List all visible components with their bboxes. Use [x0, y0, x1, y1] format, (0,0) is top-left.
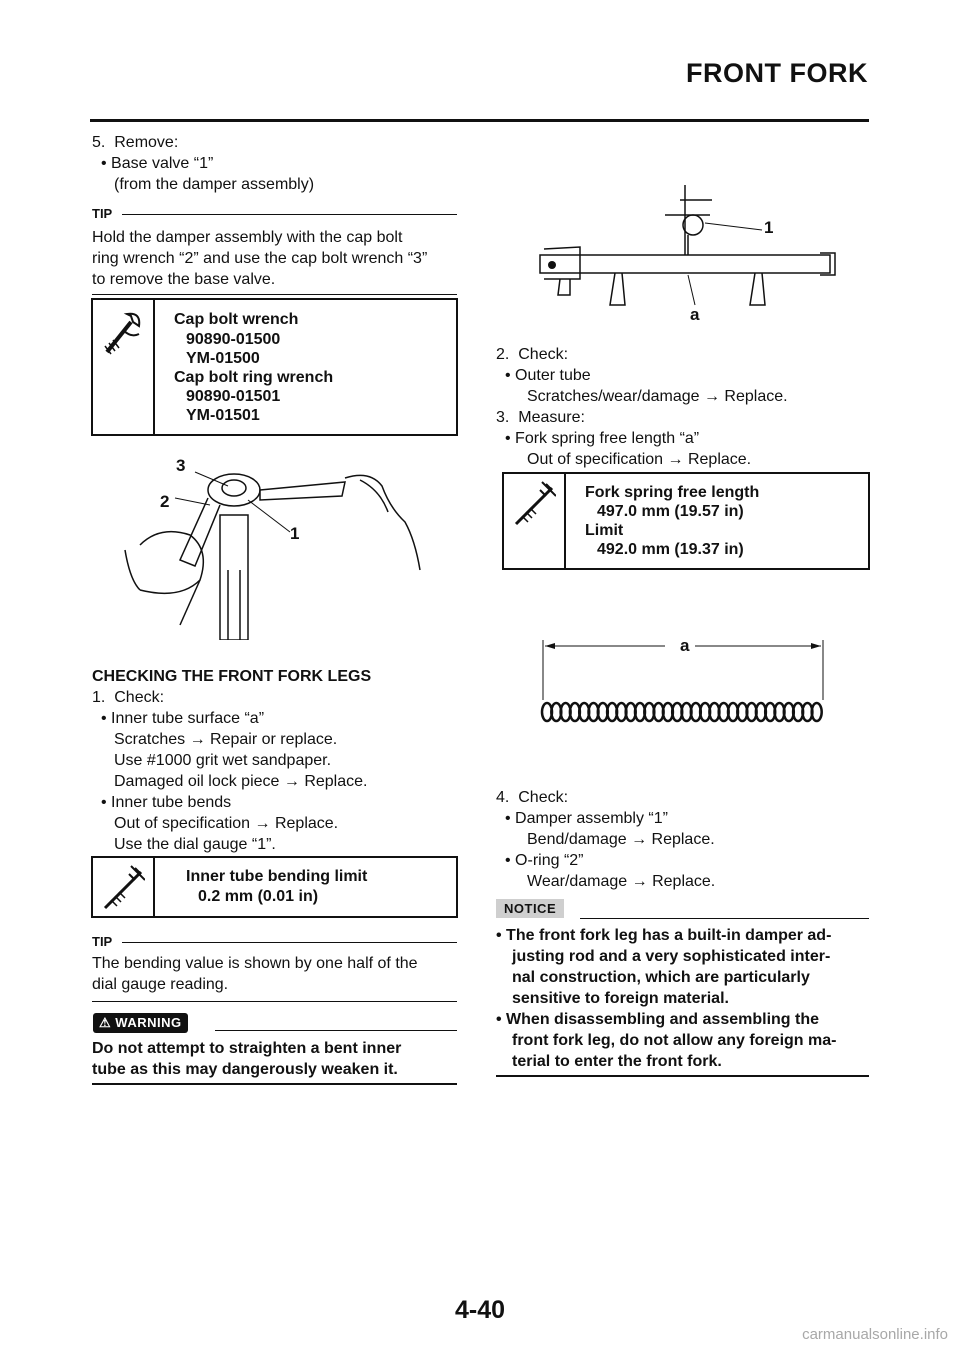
spec-line: 0.2 mm (0.01 in): [198, 888, 319, 905]
spec-line: YM-01500: [186, 350, 260, 367]
watermark: carmanualsonline.info: [802, 1326, 948, 1343]
page-title: FRONT FORK: [686, 58, 868, 88]
spec-line: 90890-01501: [186, 388, 281, 405]
figure-callout: 1: [764, 218, 774, 237]
notice-rule: [580, 918, 869, 919]
step-1-bullet: • Inner tube bends: [101, 794, 232, 811]
step-3-bullet: • Fork spring free length “a”: [505, 430, 700, 447]
notice-line: nal construction, which are particularly: [512, 969, 810, 986]
step-4-line: Wear/damage → Replace.: [527, 873, 716, 890]
step-2-title: 2. Check:: [496, 346, 569, 363]
spec-line: Inner tube bending limit: [186, 868, 368, 885]
figure-callout: a: [680, 636, 690, 655]
page-number: 4-40: [454, 1296, 506, 1324]
step-4-title: 4. Check:: [496, 789, 569, 806]
notice-line: front fork leg, do not allow any foreign ma-: [512, 1032, 837, 1049]
warning-line: tube as this may dangerously weaken it.: [92, 1061, 398, 1078]
figure-callout: a: [690, 305, 700, 324]
figure-base-valve-removal: [120, 450, 440, 640]
step-5-title: 5. Remove:: [92, 134, 179, 151]
tip-label: TIP: [92, 934, 113, 949]
figure-callout: 3: [176, 456, 186, 475]
notice-line: justing rod and a very sophisticated inter-: [512, 948, 831, 965]
warning-rule: [215, 1030, 457, 1031]
tip-line: Hold the damper assembly with the cap bolt: [92, 229, 403, 246]
step-1-line: Out of specification → Replace.: [114, 815, 339, 832]
spec-line: 497.0 mm (19.57 in): [597, 503, 744, 520]
step-4-line: Bend/damage → Replace.: [527, 831, 715, 848]
warning-end-rule: [92, 1083, 457, 1085]
figure-dial-gauge: [530, 175, 850, 325]
tip-rule: [122, 942, 457, 943]
tip-line: The bending value is shown by one half of the: [92, 955, 418, 972]
notice-line: sensitive to foreign material.: [512, 990, 729, 1007]
figure-callout: 1: [290, 524, 300, 543]
spec-line: 492.0 mm (19.37 in): [597, 541, 744, 558]
spec-line: Fork spring free length: [585, 484, 760, 501]
tool-wrench-icon: [101, 308, 145, 358]
step-3-title: 3. Measure:: [496, 409, 585, 426]
tip-end-rule: [92, 294, 457, 295]
step-2-sub: Scratches/wear/damage → Replace.: [527, 388, 788, 405]
tip-line: to remove the base valve.: [92, 271, 276, 288]
spec-line: Cap bolt ring wrench: [174, 369, 334, 386]
step-1-line: Scratches → Repair or replace.: [114, 731, 338, 748]
spec-line: Limit: [585, 522, 624, 539]
notice-end-rule: [496, 1075, 869, 1077]
step-5-sub: (from the damper assembly): [114, 176, 315, 193]
notice-line: • The front fork leg has a built-in damper ad-: [496, 927, 832, 944]
spec-line: YM-01501: [186, 407, 260, 424]
step-5-bullet: • Base valve “1”: [101, 155, 214, 172]
notice-badge: NOTICE: [496, 899, 564, 918]
section-heading: CHECKING THE FRONT FORK LEGS: [92, 668, 372, 685]
warning-label: WARNING: [115, 1015, 182, 1030]
step-2-bullet: • Outer tube: [505, 367, 591, 384]
step-1-line: Damaged oil lock piece → Replace.: [114, 773, 368, 790]
spec-line: 90890-01500: [186, 331, 281, 348]
figure-callout: 2: [160, 492, 170, 511]
caliper-icon: [101, 864, 145, 912]
step-1-bullet: • Inner tube surface “a”: [101, 710, 265, 727]
tip-rule: [122, 214, 457, 215]
tip-line: dial gauge reading.: [92, 976, 229, 993]
step-3-sub: Out of specification → Replace.: [527, 451, 752, 468]
spec-line: Cap bolt wrench: [174, 311, 299, 328]
step-1-line: Use the dial gauge “1”.: [114, 836, 276, 853]
step-4-bullet: • O-ring “2”: [505, 852, 584, 869]
step-1-title: 1. Check:: [92, 689, 165, 706]
step-4-bullet: • Damper assembly “1”: [505, 810, 668, 827]
tip-end-rule: [92, 1001, 457, 1002]
warning-badge: ⚠ WARNING: [93, 1013, 188, 1033]
notice-line: • When disassembling and assembling the: [496, 1011, 819, 1028]
caliper-icon: [512, 480, 556, 528]
warning-line: Do not attempt to straighten a bent inner: [92, 1040, 402, 1057]
tip-line: ring wrench “2” and use the cap bolt wrench “3”: [92, 250, 428, 267]
header-rule: [90, 119, 869, 122]
notice-line: terial to enter the front fork.: [512, 1053, 722, 1070]
tip-label: TIP: [92, 206, 113, 221]
step-1-line: Use #1000 grit wet sandpaper.: [114, 752, 332, 769]
